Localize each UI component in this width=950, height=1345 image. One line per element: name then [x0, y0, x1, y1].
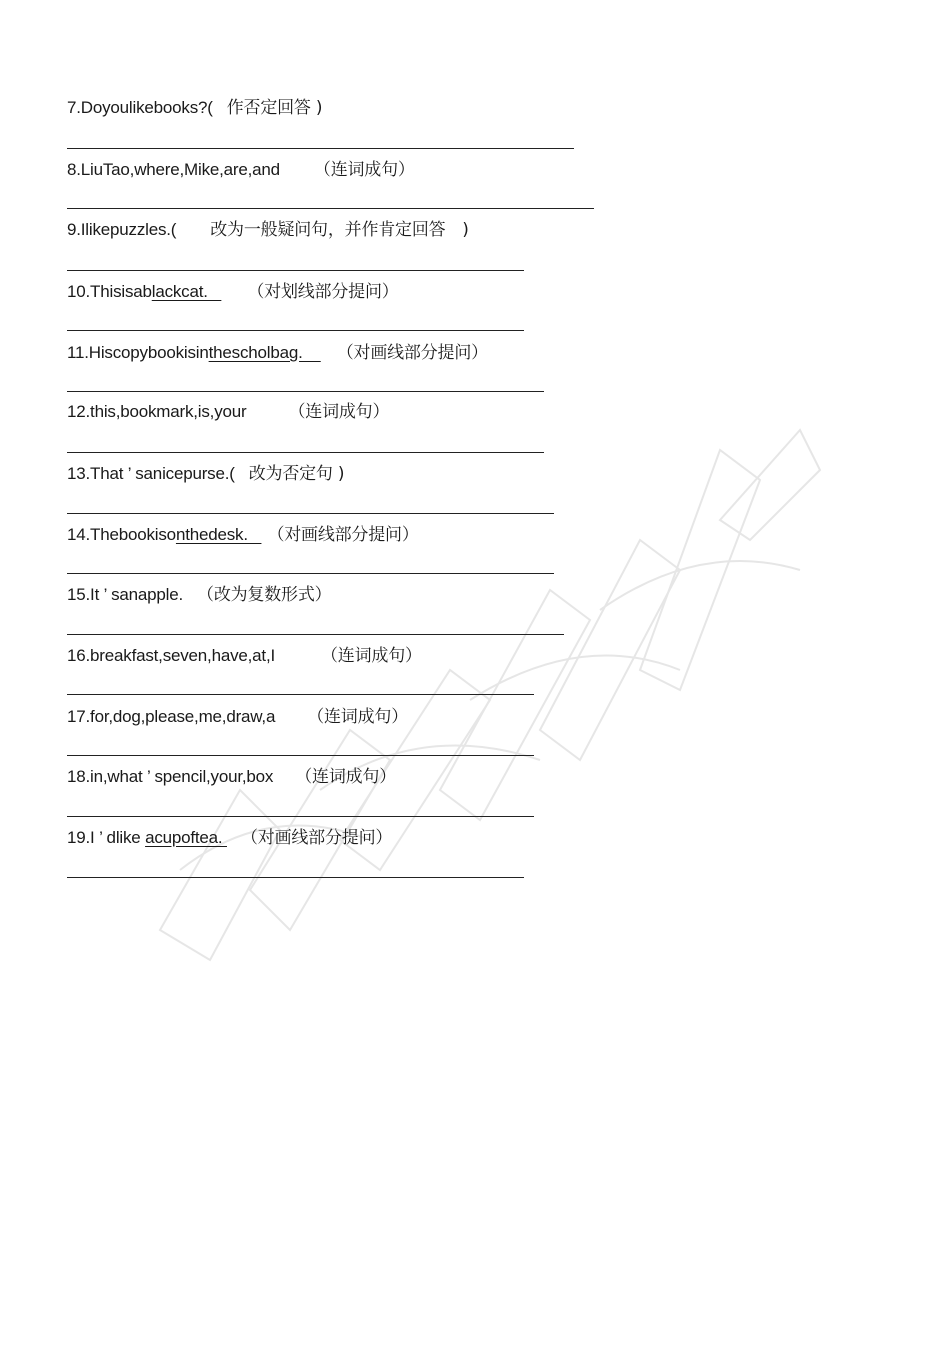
question-instruction: （对画线部分提问）	[240, 828, 393, 848]
underlined-part: thescholbag.	[208, 343, 321, 362]
underlined-part: acupoftea.	[145, 828, 227, 847]
answer-line-19[interactable]	[67, 877, 524, 878]
question-number: 8.	[67, 160, 81, 179]
answer-line-8[interactable]	[67, 208, 594, 209]
question-text: this,bookmark,is,your	[90, 402, 247, 421]
question-8	[67, 160, 415, 180]
question-14	[67, 525, 419, 545]
question-instruction: （对划线部分提问）	[247, 282, 399, 302]
question-instruction: （连词成句）	[321, 646, 422, 666]
answer-line-12[interactable]	[67, 452, 544, 453]
question-text: Hiscopybookisin	[88, 343, 209, 362]
question-number: 13.	[67, 464, 91, 483]
answer-line-13[interactable]	[67, 513, 554, 514]
question-13	[67, 464, 344, 484]
question-number: 11.	[67, 343, 89, 362]
question-number: 14.	[67, 525, 91, 544]
question-text: LiuTao,where,Mike,are,and	[80, 160, 280, 179]
question-text: That ’ sanicepurse.(	[90, 464, 235, 483]
question-instruction: 作否定回答 )	[226, 98, 323, 118]
question-18	[67, 767, 396, 787]
question-number: 12.	[67, 402, 91, 421]
question-text: Thebookiso	[90, 525, 176, 544]
answer-line-17[interactable]	[67, 755, 534, 756]
question-number: 19.	[67, 828, 91, 847]
question-instruction: （对画线部分提问）	[267, 525, 419, 545]
answer-line-15[interactable]	[67, 634, 564, 635]
underlined-part: lackcat.	[151, 282, 222, 301]
question-text: I ’ dlike	[90, 828, 146, 847]
question-number: 17.	[67, 707, 91, 726]
question-number: 16.	[67, 646, 91, 665]
question-text: in,what ’ spencil,your,box	[90, 767, 274, 786]
question-9	[67, 220, 469, 240]
answer-line-7[interactable]	[67, 148, 574, 149]
question-instruction: 改为一般疑问句，并作肯定回答 )	[210, 220, 469, 240]
question-19	[67, 828, 392, 848]
answer-line-10[interactable]	[67, 330, 524, 331]
question-number: 7.	[67, 98, 81, 117]
question-10	[67, 282, 399, 302]
question-11	[67, 343, 488, 363]
question-text: breakfast,seven,have,at,I	[90, 646, 275, 665]
question-instruction: （改为复数形式）	[197, 585, 332, 605]
answer-line-14[interactable]	[67, 573, 554, 574]
question-number: 9.	[67, 220, 81, 239]
question-15	[67, 585, 331, 605]
question-16	[67, 646, 422, 666]
question-instruction: 改为否定句 )	[248, 464, 345, 484]
question-instruction: （连词成句）	[313, 160, 415, 180]
question-text: It ’ sanapple.	[90, 585, 184, 604]
question-text: Doyoulikebooks?(	[80, 98, 213, 117]
question-number: 18.	[67, 767, 91, 786]
question-instruction: （连词成句）	[288, 402, 390, 422]
question-12	[67, 402, 389, 422]
question-instruction: （对画线部分提问）	[336, 343, 488, 363]
question-instruction: （连词成句）	[307, 707, 409, 727]
answer-line-16[interactable]	[67, 694, 534, 695]
question-number: 10.	[67, 282, 91, 301]
question-7	[67, 98, 322, 118]
question-text: for,dog,please,me,draw,a	[90, 707, 276, 726]
answer-line-11[interactable]	[67, 391, 544, 392]
question-17	[67, 707, 408, 727]
answer-line-18[interactable]	[67, 816, 534, 817]
question-instruction: （连词成句）	[295, 767, 397, 787]
question-number: 15.	[67, 585, 91, 604]
question-text: Ilikepuzzles.(	[80, 220, 177, 239]
question-text: Thisisab	[90, 282, 152, 301]
answer-line-9[interactable]	[67, 270, 524, 271]
underlined-part: nthedesk.	[175, 525, 262, 544]
watermark-graphic	[120, 370, 840, 990]
